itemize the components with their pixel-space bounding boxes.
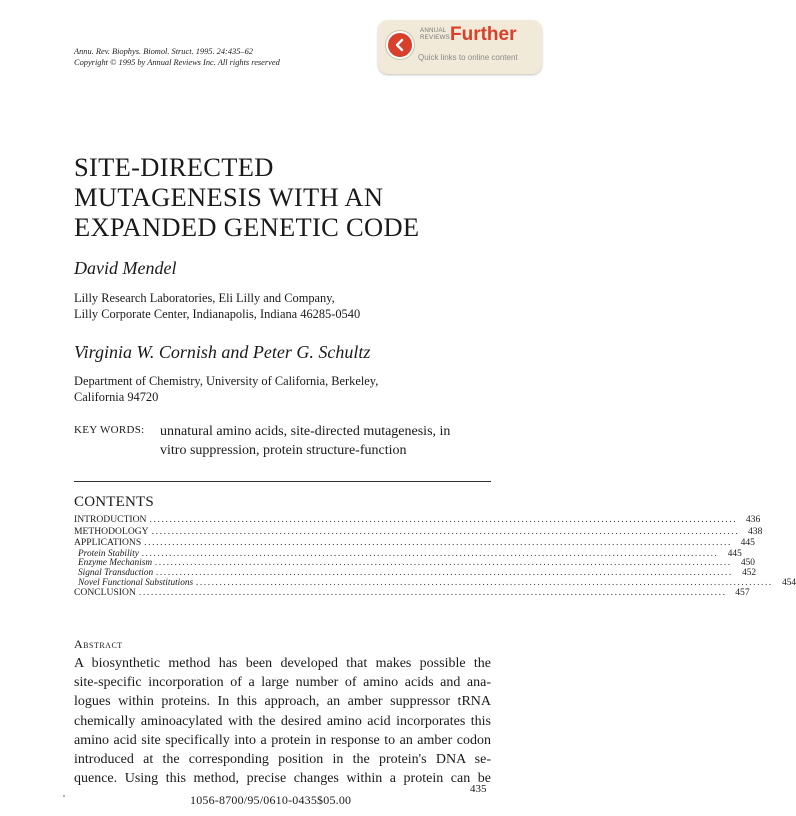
toc-label: METHODOLOGY bbox=[74, 525, 149, 537]
abstract-line: site-specific incorporation of a large number of amino acids and ana- bbox=[74, 675, 491, 691]
further-wordmark: Further bbox=[450, 24, 517, 45]
keywords-label: KEY WORDS: bbox=[74, 424, 145, 436]
toc-leader-dots: ................................................................................................................................................... bbox=[144, 537, 732, 549]
toc-leader-dots: ................................................................................................................................................... bbox=[141, 548, 719, 559]
toc-item-conclusion[interactable] bbox=[74, 587, 750, 599]
toc-item-novel-functional-substitutions[interactable] bbox=[74, 577, 796, 588]
toc-leader-dots: ................................................................................................................................................... bbox=[149, 514, 738, 525]
badge-tagline: Quick links to online content bbox=[418, 53, 518, 62]
toc-page: 450 bbox=[741, 558, 755, 569]
author-affiliation-2: Department of Chemistry, University of California, Berkeley, California 94720 bbox=[74, 374, 379, 404]
toc-label: Novel Functional Substitutions bbox=[78, 577, 194, 588]
scan-dot bbox=[63, 795, 65, 797]
toc-label: CONCLUSION bbox=[74, 587, 136, 599]
keywords-text: unnatural amino acids, site-directed mutagenesis, in vitro suppression, protein structure-function bbox=[160, 424, 451, 458]
toc-label: Enzyme Mechanism bbox=[78, 558, 153, 569]
abstract-line: quence. Using this method, precise changes within a protein can be bbox=[74, 771, 491, 787]
abstract-heading: Abstract bbox=[74, 637, 123, 651]
title-line-3: EXPANDED GENETIC CODE bbox=[74, 212, 420, 242]
abstract-body bbox=[74, 654, 491, 788]
toc-leader-dots: ................................................................................................................................................... bbox=[138, 587, 727, 599]
author-name-1: David Mendel bbox=[74, 258, 177, 278]
toc-leader-dots: ................................................................................................................................................... bbox=[155, 558, 732, 569]
author-name-2: Virginia W. Cornish and Peter G. Schultz bbox=[74, 342, 371, 362]
author-affiliation-1: Lilly Research Laboratories, Eli Lilly and Company, Lilly Corporate Center, Indianapolis, Indiana 46285-0540 bbox=[74, 291, 361, 321]
abstract-line: logues within proteins. In this approach, an amber suppressor tRNA bbox=[74, 694, 491, 710]
footer-code: 1056-8700/95/0610-0435$05.00 bbox=[190, 793, 352, 807]
article-title bbox=[74, 152, 419, 242]
title-line-1: SITE-DIRECTED bbox=[74, 152, 274, 182]
title-line-2: MUTAGENESIS WITH AN bbox=[74, 182, 384, 212]
section-divider bbox=[74, 481, 491, 482]
toc-page: 445 bbox=[727, 548, 742, 559]
toc-item-introduction[interactable] bbox=[74, 514, 761, 526]
toc-page: 454 bbox=[782, 577, 796, 588]
toc-label: Protein Stability bbox=[78, 548, 139, 559]
play-back-circle-icon bbox=[386, 31, 414, 59]
toc-label: INTRODUCTION bbox=[74, 514, 147, 525]
toc-page: 438 bbox=[748, 525, 763, 537]
annual-reviews-wordmark: ANNUAL REVIEWS bbox=[420, 27, 450, 41]
toc-item-applications[interactable] bbox=[74, 537, 755, 549]
toc-leader-dots: ................................................................................................................................................... bbox=[156, 567, 734, 578]
abstract-line: introduced at the corresponding position in the protein's DNA se- bbox=[74, 752, 491, 768]
citation-line-1: Annu. Rev. Biophys. Biomol. Struct. 1995. 24:435–62 bbox=[74, 47, 253, 56]
toc-page: 436 bbox=[745, 514, 761, 525]
further-badge[interactable] bbox=[378, 20, 542, 74]
toc-label: Signal Transduction bbox=[78, 567, 154, 578]
toc-item-signal-transduction[interactable] bbox=[74, 567, 757, 578]
abstract-line: amino acid site specifically into a protein in response to an amber codon bbox=[74, 732, 491, 748]
journal-citation bbox=[74, 46, 280, 68]
citation-line-2: Copyright © 1995 by Annual Reviews Inc. All rights reserved bbox=[74, 58, 280, 67]
toc-label: APPLICATIONS bbox=[74, 537, 142, 549]
page-number: 435 bbox=[470, 783, 487, 795]
toc-page: 457 bbox=[735, 587, 750, 599]
contents-heading: CONTENTS bbox=[74, 494, 154, 510]
abstract-line: A biosynthetic method has been developed that makes possible the bbox=[74, 656, 491, 671]
table-of-contents bbox=[74, 514, 796, 599]
toc-page: 452 bbox=[742, 567, 757, 578]
toc-item-enzyme-mechanism[interactable] bbox=[74, 558, 755, 569]
toc-leader-dots: ................................................................................................................................................... bbox=[151, 525, 740, 537]
toc-item-methodology[interactable] bbox=[74, 525, 763, 538]
toc-item-protein-stability[interactable] bbox=[74, 548, 742, 559]
abstract-line: chemically aminoacylated with the desired amino acid incorporates this bbox=[74, 713, 491, 729]
toc-page: 445 bbox=[740, 537, 755, 549]
toc-leader-dots: ................................................................................................................................................... bbox=[196, 577, 774, 588]
